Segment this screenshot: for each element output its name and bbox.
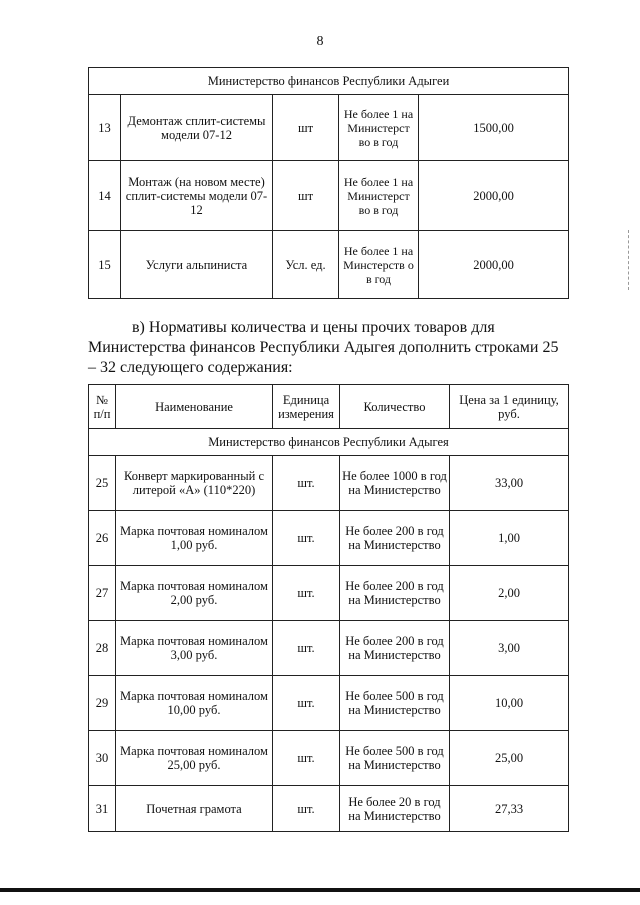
table-new-items xyxy=(88,384,569,832)
row-number: 14 xyxy=(89,161,121,231)
item-price: 33,00 xyxy=(450,456,569,511)
header-quantity: Количество xyxy=(340,385,450,429)
item-price: 2000,00 xyxy=(419,161,569,231)
row-number: 26 xyxy=(89,511,116,566)
item-quantity: Не более 1 на Минстерств о в год xyxy=(339,231,419,299)
row-number: 25 xyxy=(89,456,116,511)
table-row xyxy=(89,231,569,299)
item-price: 3,00 xyxy=(450,621,569,676)
item-unit: шт. xyxy=(273,566,340,621)
item-unit: шт. xyxy=(273,731,340,786)
item-price: 2000,00 xyxy=(419,231,569,299)
item-name: Почетная грамота xyxy=(116,786,273,832)
item-quantity: Не более 500 в год на Министерство xyxy=(340,731,450,786)
table-row xyxy=(89,511,569,566)
item-quantity: Не более 20 в год на Министерство xyxy=(340,786,450,832)
item-quantity: Не более 500 в год на Министерство xyxy=(340,676,450,731)
item-unit: шт. xyxy=(273,676,340,731)
item-unit: шт. xyxy=(273,786,340,832)
item-name: Монтаж (на новом месте) сплит-системы модели 07-12 xyxy=(121,161,273,231)
item-name: Марка почтовая номиналом 25,00 руб. xyxy=(116,731,273,786)
item-quantity: Не более 200 в год на Министерство xyxy=(340,566,450,621)
item-name: Марка почтовая номиналом 2,00 руб. xyxy=(116,566,273,621)
item-name: Демонтаж сплит-системы модели 07-12 xyxy=(121,95,273,161)
table2-org-header: Министерство финансов Республики Адыгея xyxy=(89,429,569,456)
item-name: Марка почтовая номиналом 10,00 руб. xyxy=(116,676,273,731)
row-number: 27 xyxy=(89,566,116,621)
amendment-text: в) Нормативы количества и цены прочих товаров для Министерства финансов Республики Адыгея дополнить строками 25 – 32 следующего содержания: xyxy=(88,319,559,376)
table-row xyxy=(89,566,569,621)
item-price: 2,00 xyxy=(450,566,569,621)
table-row xyxy=(89,161,569,231)
amendment-paragraph xyxy=(88,318,568,378)
scan-bottom-edge xyxy=(0,888,640,892)
item-name: Марка почтовая номиналом 3,00 руб. xyxy=(116,621,273,676)
item-name: Конверт маркированный с литерой «А» (110*220) xyxy=(116,456,273,511)
item-unit: Усл. ед. xyxy=(273,231,339,299)
scan-margin-mark xyxy=(628,230,630,290)
page-number: 8 xyxy=(316,34,324,49)
header-name: Наименование xyxy=(116,385,273,429)
row-number: 31 xyxy=(89,786,116,832)
item-quantity: Не более 200 в год на Министерство xyxy=(340,621,450,676)
item-price: 1500,00 xyxy=(419,95,569,161)
item-unit: шт. xyxy=(273,456,340,511)
table-row xyxy=(89,786,569,832)
item-unit: шт xyxy=(273,95,339,161)
table-row xyxy=(89,621,569,676)
item-quantity: Не более 1 на Министерст во в год xyxy=(339,95,419,161)
item-unit: шт. xyxy=(273,511,340,566)
row-number: 29 xyxy=(89,676,116,731)
header-num: № п/п xyxy=(89,385,116,429)
table-row xyxy=(89,456,569,511)
table-row xyxy=(89,95,569,161)
item-price: 25,00 xyxy=(450,731,569,786)
item-quantity: Не более 200 в год на Министерство xyxy=(340,511,450,566)
item-price: 10,00 xyxy=(450,676,569,731)
header-unit: Единица измерения xyxy=(273,385,340,429)
item-quantity: Не более 1000 в год на Министерство xyxy=(340,456,450,511)
item-quantity: Не более 1 на Министерст во в год xyxy=(339,161,419,231)
item-unit: шт. xyxy=(273,621,340,676)
item-name: Марка почтовая номиналом 1,00 руб. xyxy=(116,511,273,566)
row-number: 13 xyxy=(89,95,121,161)
table1-org-header: Министерство финансов Республики Адыгеи xyxy=(89,68,569,95)
header-price: Цена за 1 единицу, руб. xyxy=(450,385,569,429)
table-row xyxy=(89,731,569,786)
row-number: 28 xyxy=(89,621,116,676)
item-unit: шт xyxy=(273,161,339,231)
table-header-row xyxy=(89,385,569,429)
row-number: 30 xyxy=(89,731,116,786)
row-number: 15 xyxy=(89,231,121,299)
table-prior-items xyxy=(88,67,569,299)
item-price: 1,00 xyxy=(450,511,569,566)
item-price: 27,33 xyxy=(450,786,569,832)
table-row xyxy=(89,676,569,731)
item-name: Услуги альпиниста xyxy=(121,231,273,299)
